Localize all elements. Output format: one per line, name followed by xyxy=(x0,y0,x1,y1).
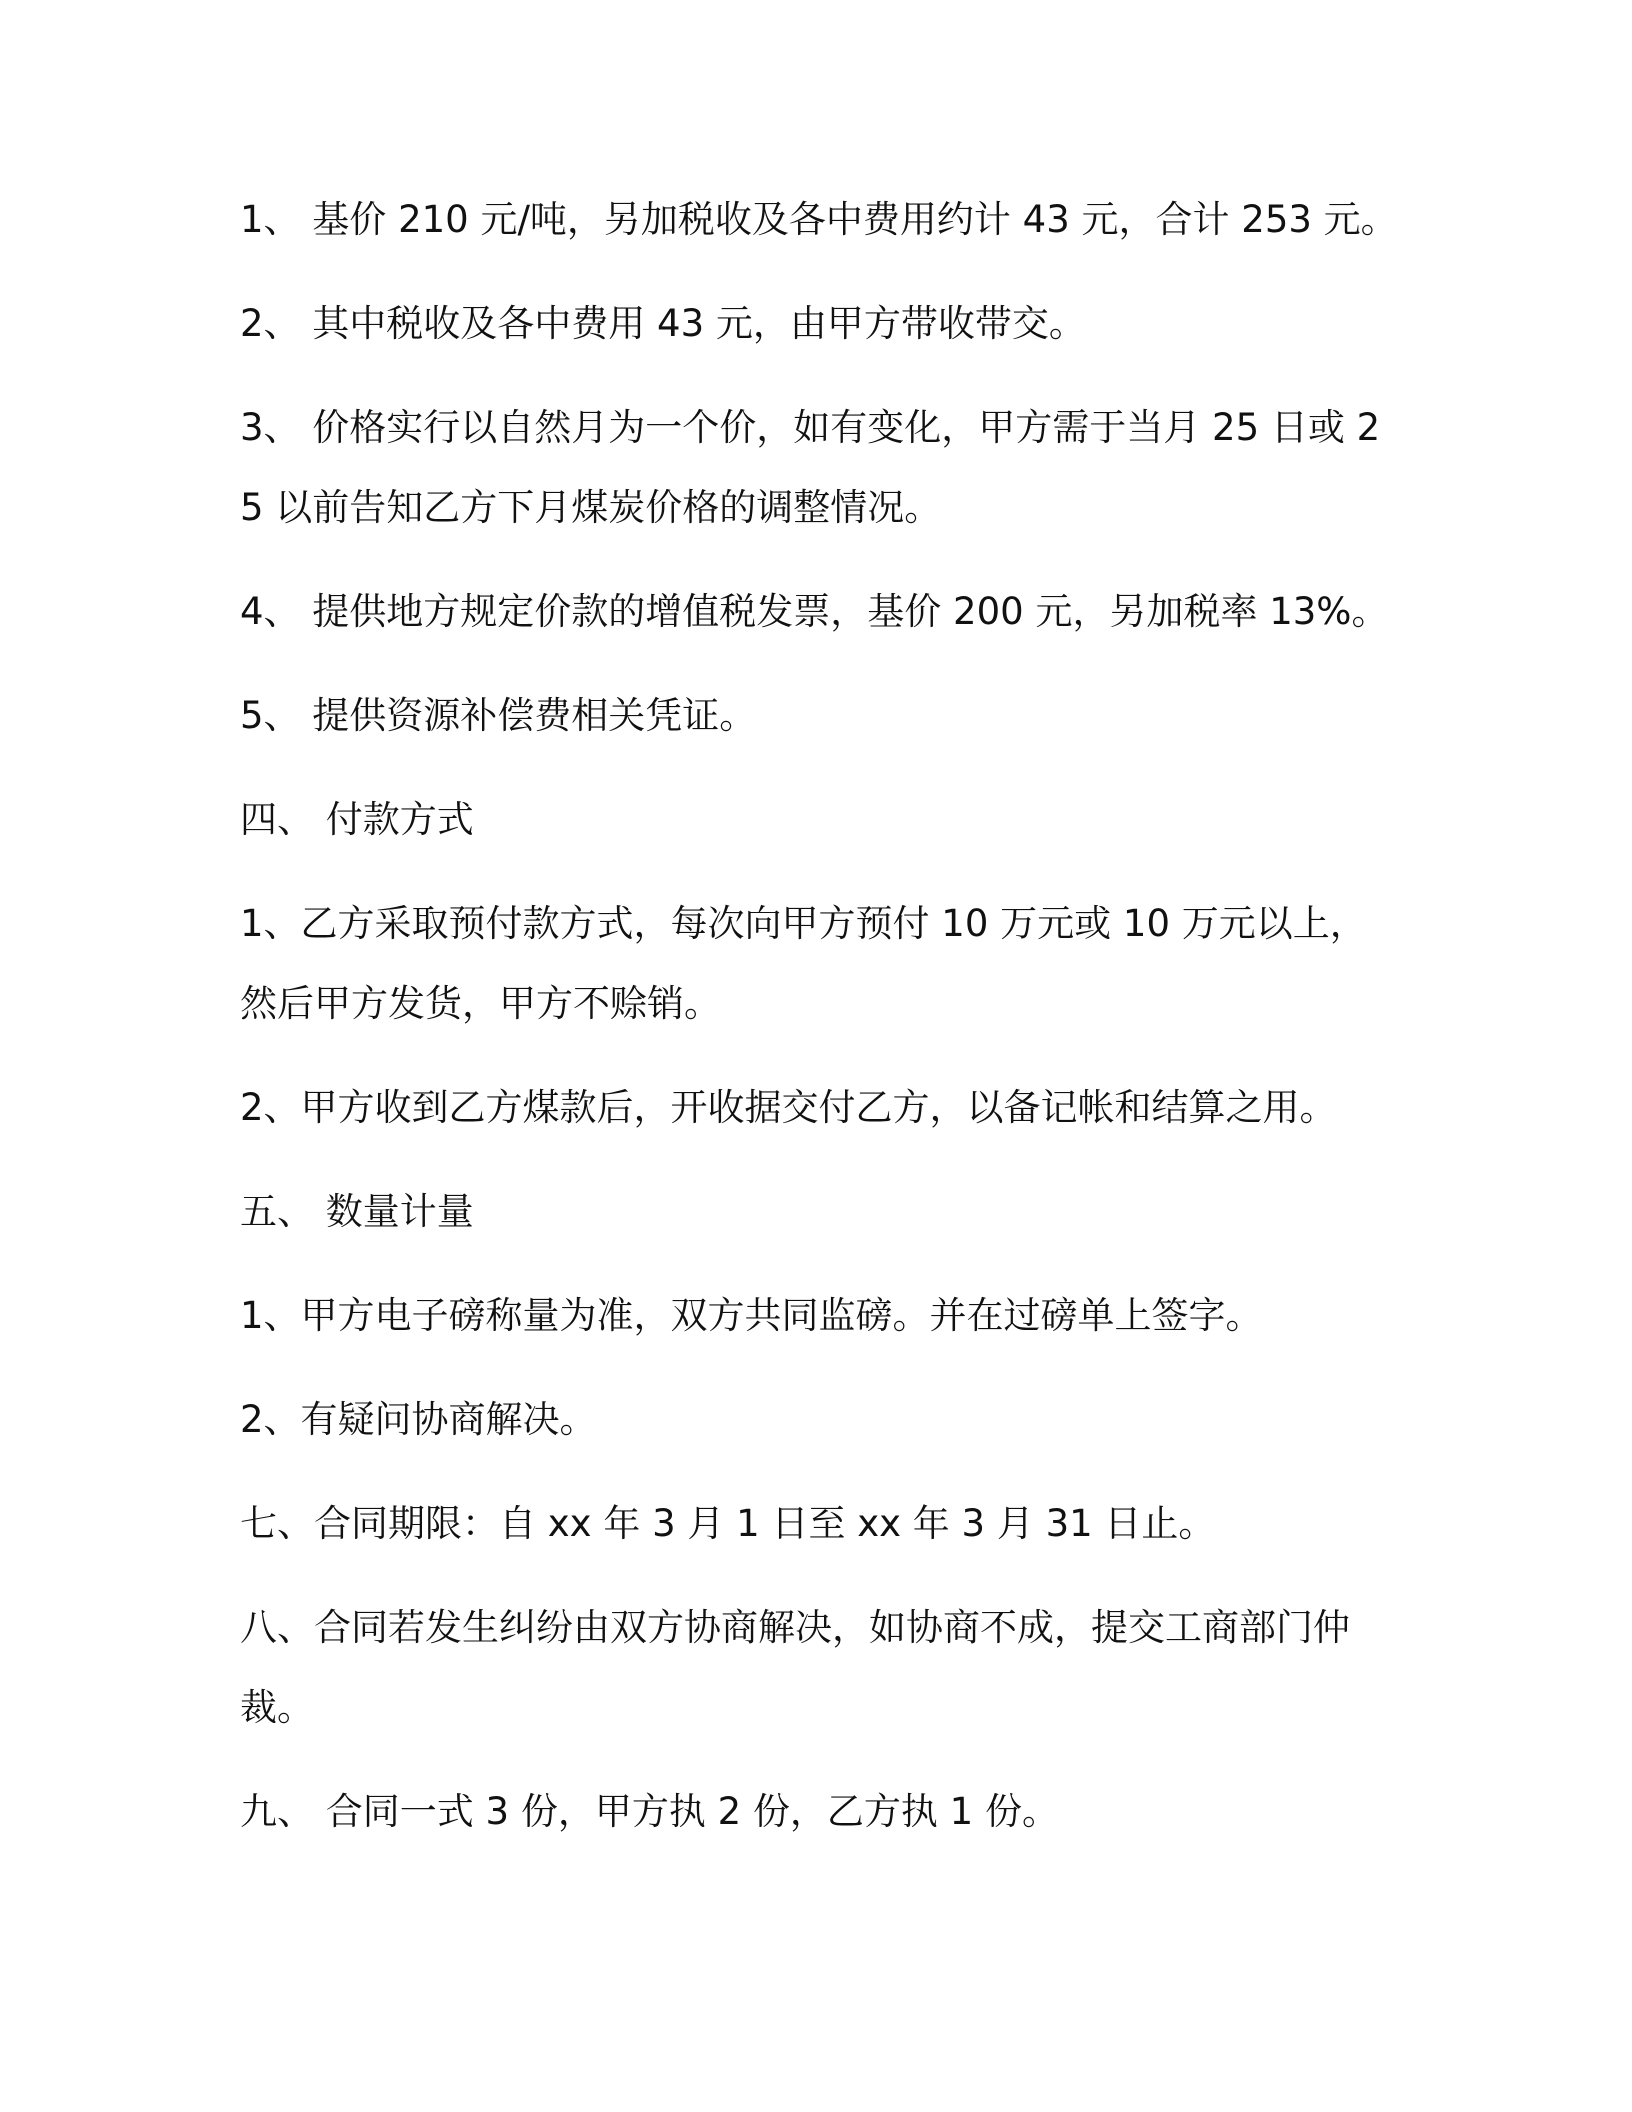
clause-receipt: 2、甲方收到乙方煤款后，开收据交付乙方，以备记帐和结算之用。 xyxy=(240,1086,1337,1129)
clause-disputes-quantity: 2、有疑问协商解决。 xyxy=(240,1398,597,1441)
clause-vat-invoice: 4、 提供地方规定价款的增值税发票，基价 200 元，另加税率 13%。 xyxy=(240,590,1389,633)
clause-monthly-price: 3、 价格实行以自然月为一个价，如有变化，甲方需于当月 25 日或 25 以前告知乙方下月煤炭价格的调整情况。 xyxy=(240,406,1381,529)
section-heading-payment: 四、 付款方式 xyxy=(240,798,474,841)
document-page xyxy=(240,180,1400,1876)
clause-price-base: 1、 基价 210 元/吨，另加税收及各中费用约计 43 元，合计 253 元。 xyxy=(240,198,1398,241)
clause-dispute-resolution: 八、合同若发生纠纷由双方协商解决，如协商不成，提交工商部门仲裁。 xyxy=(240,1606,1350,1729)
section-heading-quantity: 五、 数量计量 xyxy=(240,1190,474,1233)
clause-tax-fees: 2、 其中税收及各中费用 43 元，由甲方带收带交。 xyxy=(240,302,1086,345)
clause-weighing: 1、甲方电子磅称量为准，双方共同监磅。并在过磅单上签字。 xyxy=(240,1294,1263,1337)
clause-contract-term: 七、合同期限：自 xx 年 3 月 1 日至 xx 年 3 月 31 日止。 xyxy=(240,1502,1216,1545)
clause-prepayment: 1、乙方采取预付款方式，每次向甲方预付 10 万元或 10 万元以上，然后甲方发货，甲方不赊销。 xyxy=(240,902,1367,1025)
clause-resource-fee: 5、 提供资源补偿费相关凭证。 xyxy=(240,694,757,737)
clause-copies: 九、 合同一式 3 份，甲方执 2 份，乙方执 1 份。 xyxy=(240,1790,1059,1833)
